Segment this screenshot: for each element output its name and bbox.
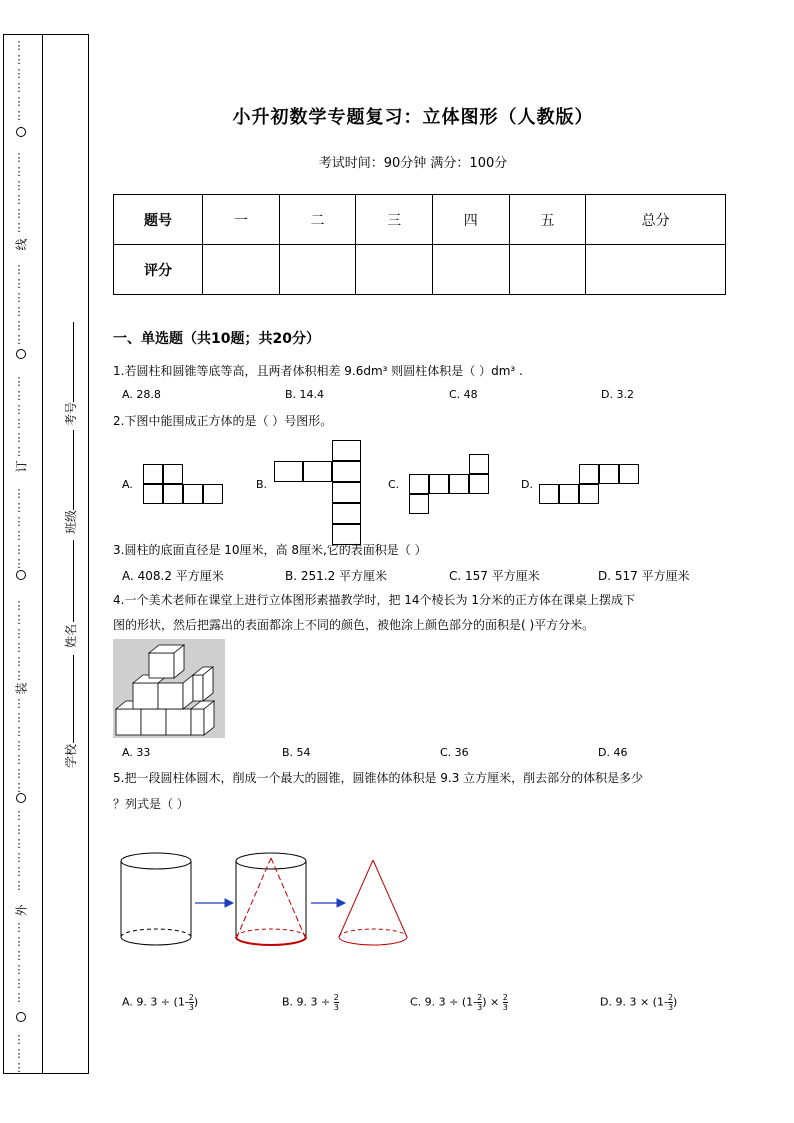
binding-dot: ⋮: [13, 809, 25, 822]
question-1-text: 1.若圆柱和圆锥等底等高，且两者体积相差 9.6dm³ 则圆柱体积是（ ）dm³ .: [113, 364, 523, 378]
net-square: [409, 494, 429, 514]
binding-dot: ⋮: [13, 95, 25, 108]
binding-dot: ⋮: [13, 319, 25, 332]
score-input-2[interactable]: [279, 245, 356, 295]
net-square: [203, 484, 223, 504]
q5-option-b-fraction: [334, 993, 339, 1012]
binding-divider: [42, 35, 43, 1073]
binding-dot: ⋮: [13, 529, 25, 542]
page-title: 小升初数学专题复习：立体图形（人教版）: [232, 107, 594, 128]
score-cell-label: 题号: [114, 195, 203, 245]
q5-option-b-den: 3: [333, 1003, 339, 1012]
binding-dot: ⋮: [13, 151, 25, 164]
net-square: [559, 484, 579, 504]
binding-dot: ⋮: [13, 557, 25, 570]
q5-option-d-den: 3: [667, 1003, 674, 1012]
section-heading: 一、单选题（共10题；共20分）: [113, 331, 320, 347]
question-5-text-line2: ？列式是（ ）: [113, 797, 189, 811]
binding-dot: ⋮: [13, 207, 25, 220]
binding-circle-2: [16, 349, 26, 359]
binding-circle-5: [16, 1012, 26, 1022]
cylinder-icon: [121, 853, 191, 945]
net-square: [579, 484, 599, 504]
binding-dot: ⋮: [13, 1033, 25, 1046]
q5-option-b[interactable]: [282, 993, 339, 1012]
score-cell-2: 二: [279, 195, 356, 245]
q1-option-d[interactable]: D. 3.2: [601, 388, 634, 401]
binding-dot: ⋮: [13, 697, 25, 710]
q5-option-a[interactable]: [122, 993, 198, 1012]
binding-dot: ⋮: [13, 53, 25, 66]
net-square: [183, 484, 203, 504]
score-input-total[interactable]: [586, 245, 726, 295]
net-square: [469, 474, 489, 494]
binding-dot: ⋮: [13, 333, 25, 346]
binding-dot: ⋮: [13, 655, 25, 668]
net-square: [429, 474, 449, 494]
q5-option-b-num: 2: [333, 993, 339, 1002]
question-4-text-line2: 图的形状，然后把露出的表面都涂上不同的颜色，被他涂上颜色部分的面积是( )平方分米。: [113, 618, 595, 632]
q4-cube-stack-image: [113, 639, 225, 738]
binding-dot: ⋮: [13, 417, 25, 430]
binding-dot: ⋮: [13, 165, 25, 178]
q5-option-d-suffix: ): [673, 995, 678, 1009]
q5-option-c-suffix: ) ×: [482, 995, 503, 1009]
q5-option-a-den: 3: [188, 1003, 194, 1012]
question-5-text-line1: 5.把一段圆柱体圆木，削成一个最大的圆锥，圆锥体的体积是 9.3 立方厘米，削去部分的体积是多少: [113, 771, 644, 785]
score-cell-total: 总分: [586, 195, 726, 245]
binding-dot: ⋮: [13, 109, 25, 122]
net-square: [579, 464, 599, 484]
binding-dot: ⋮: [13, 921, 25, 934]
net-square: [539, 484, 559, 504]
q4-option-a[interactable]: A. 33: [122, 746, 151, 759]
score-input-3[interactable]: [356, 245, 433, 295]
net-square: [274, 461, 303, 482]
q1-option-c[interactable]: C. 48: [449, 388, 478, 401]
q2-figure-c-label[interactable]: C.: [388, 478, 400, 491]
score-header-row: [114, 195, 726, 245]
cone-icon: [339, 860, 407, 945]
net-square: [469, 454, 489, 474]
binding-dot: ⋮: [13, 375, 25, 388]
q2-figure-b-label[interactable]: B.: [256, 478, 268, 491]
binding-dot: ⋮: [13, 949, 25, 962]
score-row-label: 评分: [114, 245, 203, 295]
q5-option-c-num: 2: [477, 993, 483, 1002]
binding-dot: ⋮: [13, 221, 25, 234]
q4-option-b[interactable]: B. 54: [282, 746, 311, 759]
net-square: [409, 474, 429, 494]
field-line-xingming[interactable]: [73, 540, 74, 622]
q5-option-d-num: 2: [667, 993, 674, 1002]
question-2-text: 2.下图中能围成正方体的是（ ）号图形。: [113, 414, 333, 428]
binding-dot: ⋮: [13, 291, 25, 304]
binding-dot: ⋮: [13, 277, 25, 290]
arrow-right-icon: [311, 899, 345, 907]
field-line-xuexiao[interactable]: [73, 655, 74, 743]
binding-dot: ⋮: [13, 501, 25, 514]
binding-dot: ⋮: [13, 305, 25, 318]
binding-dot: ⋮: [13, 851, 25, 864]
binding-dot: ⋮: [13, 767, 25, 780]
binding-dot: ⋮: [13, 753, 25, 766]
net-square: [143, 484, 163, 504]
q5-cylinder-to-cone-diagram: [113, 848, 413, 953]
binding-dot: ⋮: [13, 81, 25, 94]
binding-dot: ⋮: [13, 977, 25, 990]
binding-circle-3: [16, 570, 26, 580]
q3-option-c[interactable]: C. 157 平方厘米: [449, 569, 540, 583]
exam-info: 考试时间：90分钟 满分：100分: [318, 156, 508, 171]
net-square: [332, 461, 361, 482]
q5-option-c-prefix: C. 9. 3 ÷ (1-: [410, 995, 478, 1009]
cylinder-with-cone-icon: [236, 853, 306, 945]
net-square: [163, 484, 183, 504]
q5-option-b-prefix: B. 9. 3 ÷: [282, 995, 334, 1009]
q5-option-a-num: 2: [188, 993, 194, 1002]
q5-option-c-den: 3: [477, 1003, 483, 1012]
q4-option-c[interactable]: C. 36: [440, 746, 469, 759]
binding-dot: ⋮: [13, 445, 25, 458]
q5-option-c-fraction-2: [503, 993, 508, 1012]
binding-dot: ⋮: [13, 725, 25, 738]
net-square: [143, 464, 163, 484]
binding-dot: ⋮: [13, 641, 25, 654]
binding-char-zhuang: 装: [14, 682, 29, 695]
score-value-row: [114, 245, 726, 295]
binding-char-xian: 线: [14, 238, 29, 251]
score-cell-1: 一: [203, 195, 280, 245]
binding-dot: ⋮: [13, 627, 25, 640]
net-square: [332, 440, 361, 461]
net-square: [332, 482, 361, 503]
field-line-banji[interactable]: [73, 430, 74, 510]
score-input-1[interactable]: [203, 245, 280, 295]
score-input-4[interactable]: [432, 245, 509, 295]
field-line-kaohao[interactable]: [73, 322, 74, 402]
binding-dot: ⋮: [13, 599, 25, 612]
binding-dot: ⋮: [13, 431, 25, 444]
binding-dot: ⋮: [13, 67, 25, 80]
binding-dot: ⋮: [13, 613, 25, 626]
q2-figure-a-label[interactable]: A.: [122, 478, 133, 491]
binding-dot: ⋮: [13, 263, 25, 276]
arrow-right-icon: [195, 899, 233, 907]
binding-dot: ⋮: [13, 515, 25, 528]
binding-dot: ⋮: [13, 543, 25, 556]
q5-option-a-prefix: A. 9. 3 ÷ (1-: [122, 995, 189, 1009]
score-cell-5: 五: [509, 195, 586, 245]
field-label-kaohao: 考号: [64, 401, 78, 426]
binding-dot: ⋮: [13, 389, 25, 402]
q5-option-c-den2: 3: [502, 1003, 508, 1012]
binding-dot: ⋮: [13, 403, 25, 416]
binding-dot: ⋮: [13, 935, 25, 948]
field-label-banji: 班级: [64, 509, 78, 534]
net-square: [449, 474, 469, 494]
net-square: [303, 461, 332, 482]
binding-dot: ⋮: [13, 963, 25, 976]
question-3-text: 3.圆柱的底面直径是 10厘米，高 8厘米,它的表面积是（ ）: [113, 543, 427, 557]
q3-option-d[interactable]: D. 517 平方厘米: [598, 569, 690, 583]
net-square: [599, 464, 619, 484]
q5-option-c[interactable]: [410, 993, 508, 1012]
q1-option-a[interactable]: A. 28.8: [122, 388, 161, 401]
binding-dot: ⋮: [13, 193, 25, 206]
net-square: [163, 464, 183, 484]
q1-option-b[interactable]: B. 14.4: [285, 388, 325, 401]
binding-dot: ⋮: [13, 669, 25, 682]
binding-circle-4: [16, 793, 26, 803]
binding-char-wai: 外: [14, 904, 29, 917]
field-label-xuexiao: 学校: [64, 743, 78, 768]
q3-option-b[interactable]: B. 251.2 平方厘米: [285, 569, 388, 583]
binding-dot: ⋮: [13, 1061, 25, 1074]
binding-dot: ⋮: [13, 781, 25, 794]
binding-dot: ⋮: [13, 179, 25, 192]
binding-dot: ⋮: [13, 739, 25, 752]
q5-option-c-num2: 2: [502, 993, 508, 1002]
score-cell-3: 三: [356, 195, 433, 245]
binding-dot: ⋮: [13, 823, 25, 836]
binding-char-ding: 订: [14, 460, 29, 473]
binding-dot: ⋮: [13, 991, 25, 1004]
binding-dot: ⋮: [13, 865, 25, 878]
net-square: [619, 464, 639, 484]
binding-dot: ⋮: [13, 711, 25, 724]
q2-figure-d-label[interactable]: D.: [521, 478, 533, 491]
score-input-5[interactable]: [509, 245, 586, 295]
binding-dot: ⋮: [13, 837, 25, 850]
q5-option-a-suffix: ): [193, 995, 199, 1009]
score-cell-4: 四: [432, 195, 509, 245]
q3-option-a[interactable]: A. 408.2 平方厘米: [122, 569, 224, 583]
q5-option-d-prefix: D. 9. 3 × (1-: [600, 995, 668, 1009]
q5-option-d[interactable]: [600, 993, 677, 1012]
q4-option-d[interactable]: D. 46: [598, 746, 628, 759]
binding-dot: ⋮: [13, 39, 25, 52]
net-square: [332, 503, 361, 524]
field-label-xingming: 姓名: [64, 623, 78, 648]
score-table: [113, 194, 726, 295]
binding-dot: ⋮: [13, 879, 25, 892]
binding-dot: ⋮: [13, 1047, 25, 1060]
binding-dot: ⋮: [13, 487, 25, 500]
question-4-text-line1: 4.一个美术老师在课堂上进行立体图形素描教学时，把 14个棱长为 1分米的正方体在课桌上摆成下: [113, 593, 635, 607]
